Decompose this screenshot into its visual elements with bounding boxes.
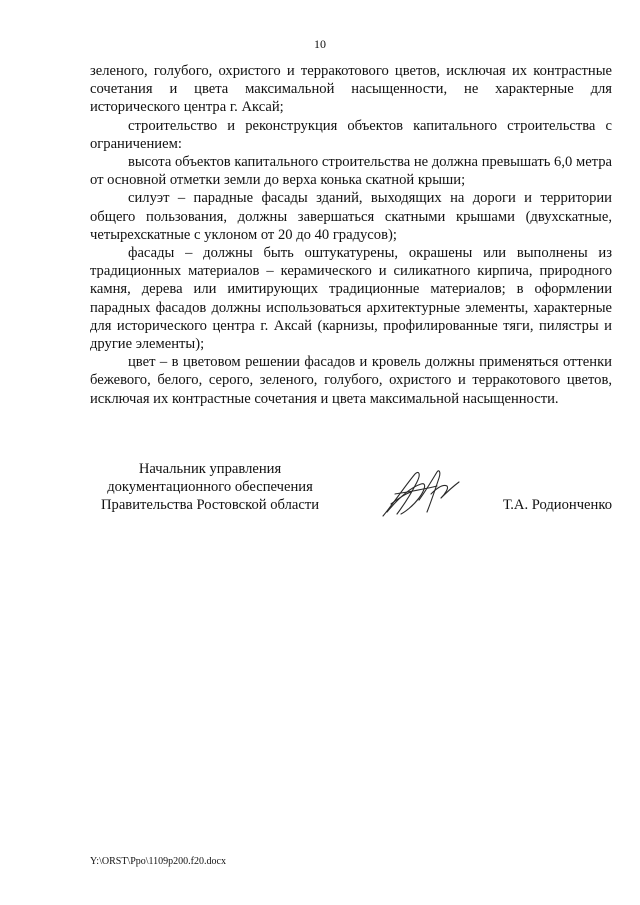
signatory-title-line: документационного обеспечения xyxy=(107,479,313,496)
paragraph: зеленого, голубого, охристого и терракотового цветов, исключая их контрастные сочетания и цвета максимальной насыщенности, не характерные для исторического центра г. Аксай; xyxy=(90,63,612,116)
paragraph: цвет – в цветовом решении фасадов и кровель должны применяться оттенки бежевого, белого, серого, зеленого, голубого, охристого и терракотового цветов, исключая их контрастные сочетания и цвета максимальной насыщенности. xyxy=(90,354,612,407)
file-path: Y:\ORST\Ppo\1109p200.f20.docx xyxy=(90,856,226,867)
handwritten-signature xyxy=(375,464,465,524)
signature-block xyxy=(90,460,612,520)
paragraph: силуэт – парадные фасады зданий, выходящих на дороги и территории общего пользования, должны завершаться скатными крышами (двухскатные, четырехскатные с уклоном от 20 до 40 градусов); xyxy=(90,190,612,243)
paragraph: строительство и реконструкция объектов капитального строительства с ограничением: xyxy=(90,117,612,152)
signatory-title-line: Начальник управления xyxy=(138,461,282,477)
paragraph: высота объектов капитального строительства не должна превышать 6,0 метра от основной отметки земли до верха конька скатной крыши; xyxy=(90,154,612,189)
paragraph: фасады – должны быть оштукатурены, окрашены или выполнены из традиционных материалов – керамического и силикатного кирпича, природного камня, дерева или имитирующих традиционные материалов; в оформлении парадных фасадов должны использоваться архитектурные элементы, характерные для исторического центра г. Аксай (карнизы, профилированные тяги, пилястры и другие элементы); xyxy=(90,245,612,353)
signatory-title xyxy=(90,460,330,515)
document-body xyxy=(90,62,612,408)
page-number: 10 xyxy=(314,37,326,51)
signatory-name: Т.А. Родионченко xyxy=(502,497,612,513)
signatory-title-line: Правительства Ростовской области xyxy=(100,497,320,514)
